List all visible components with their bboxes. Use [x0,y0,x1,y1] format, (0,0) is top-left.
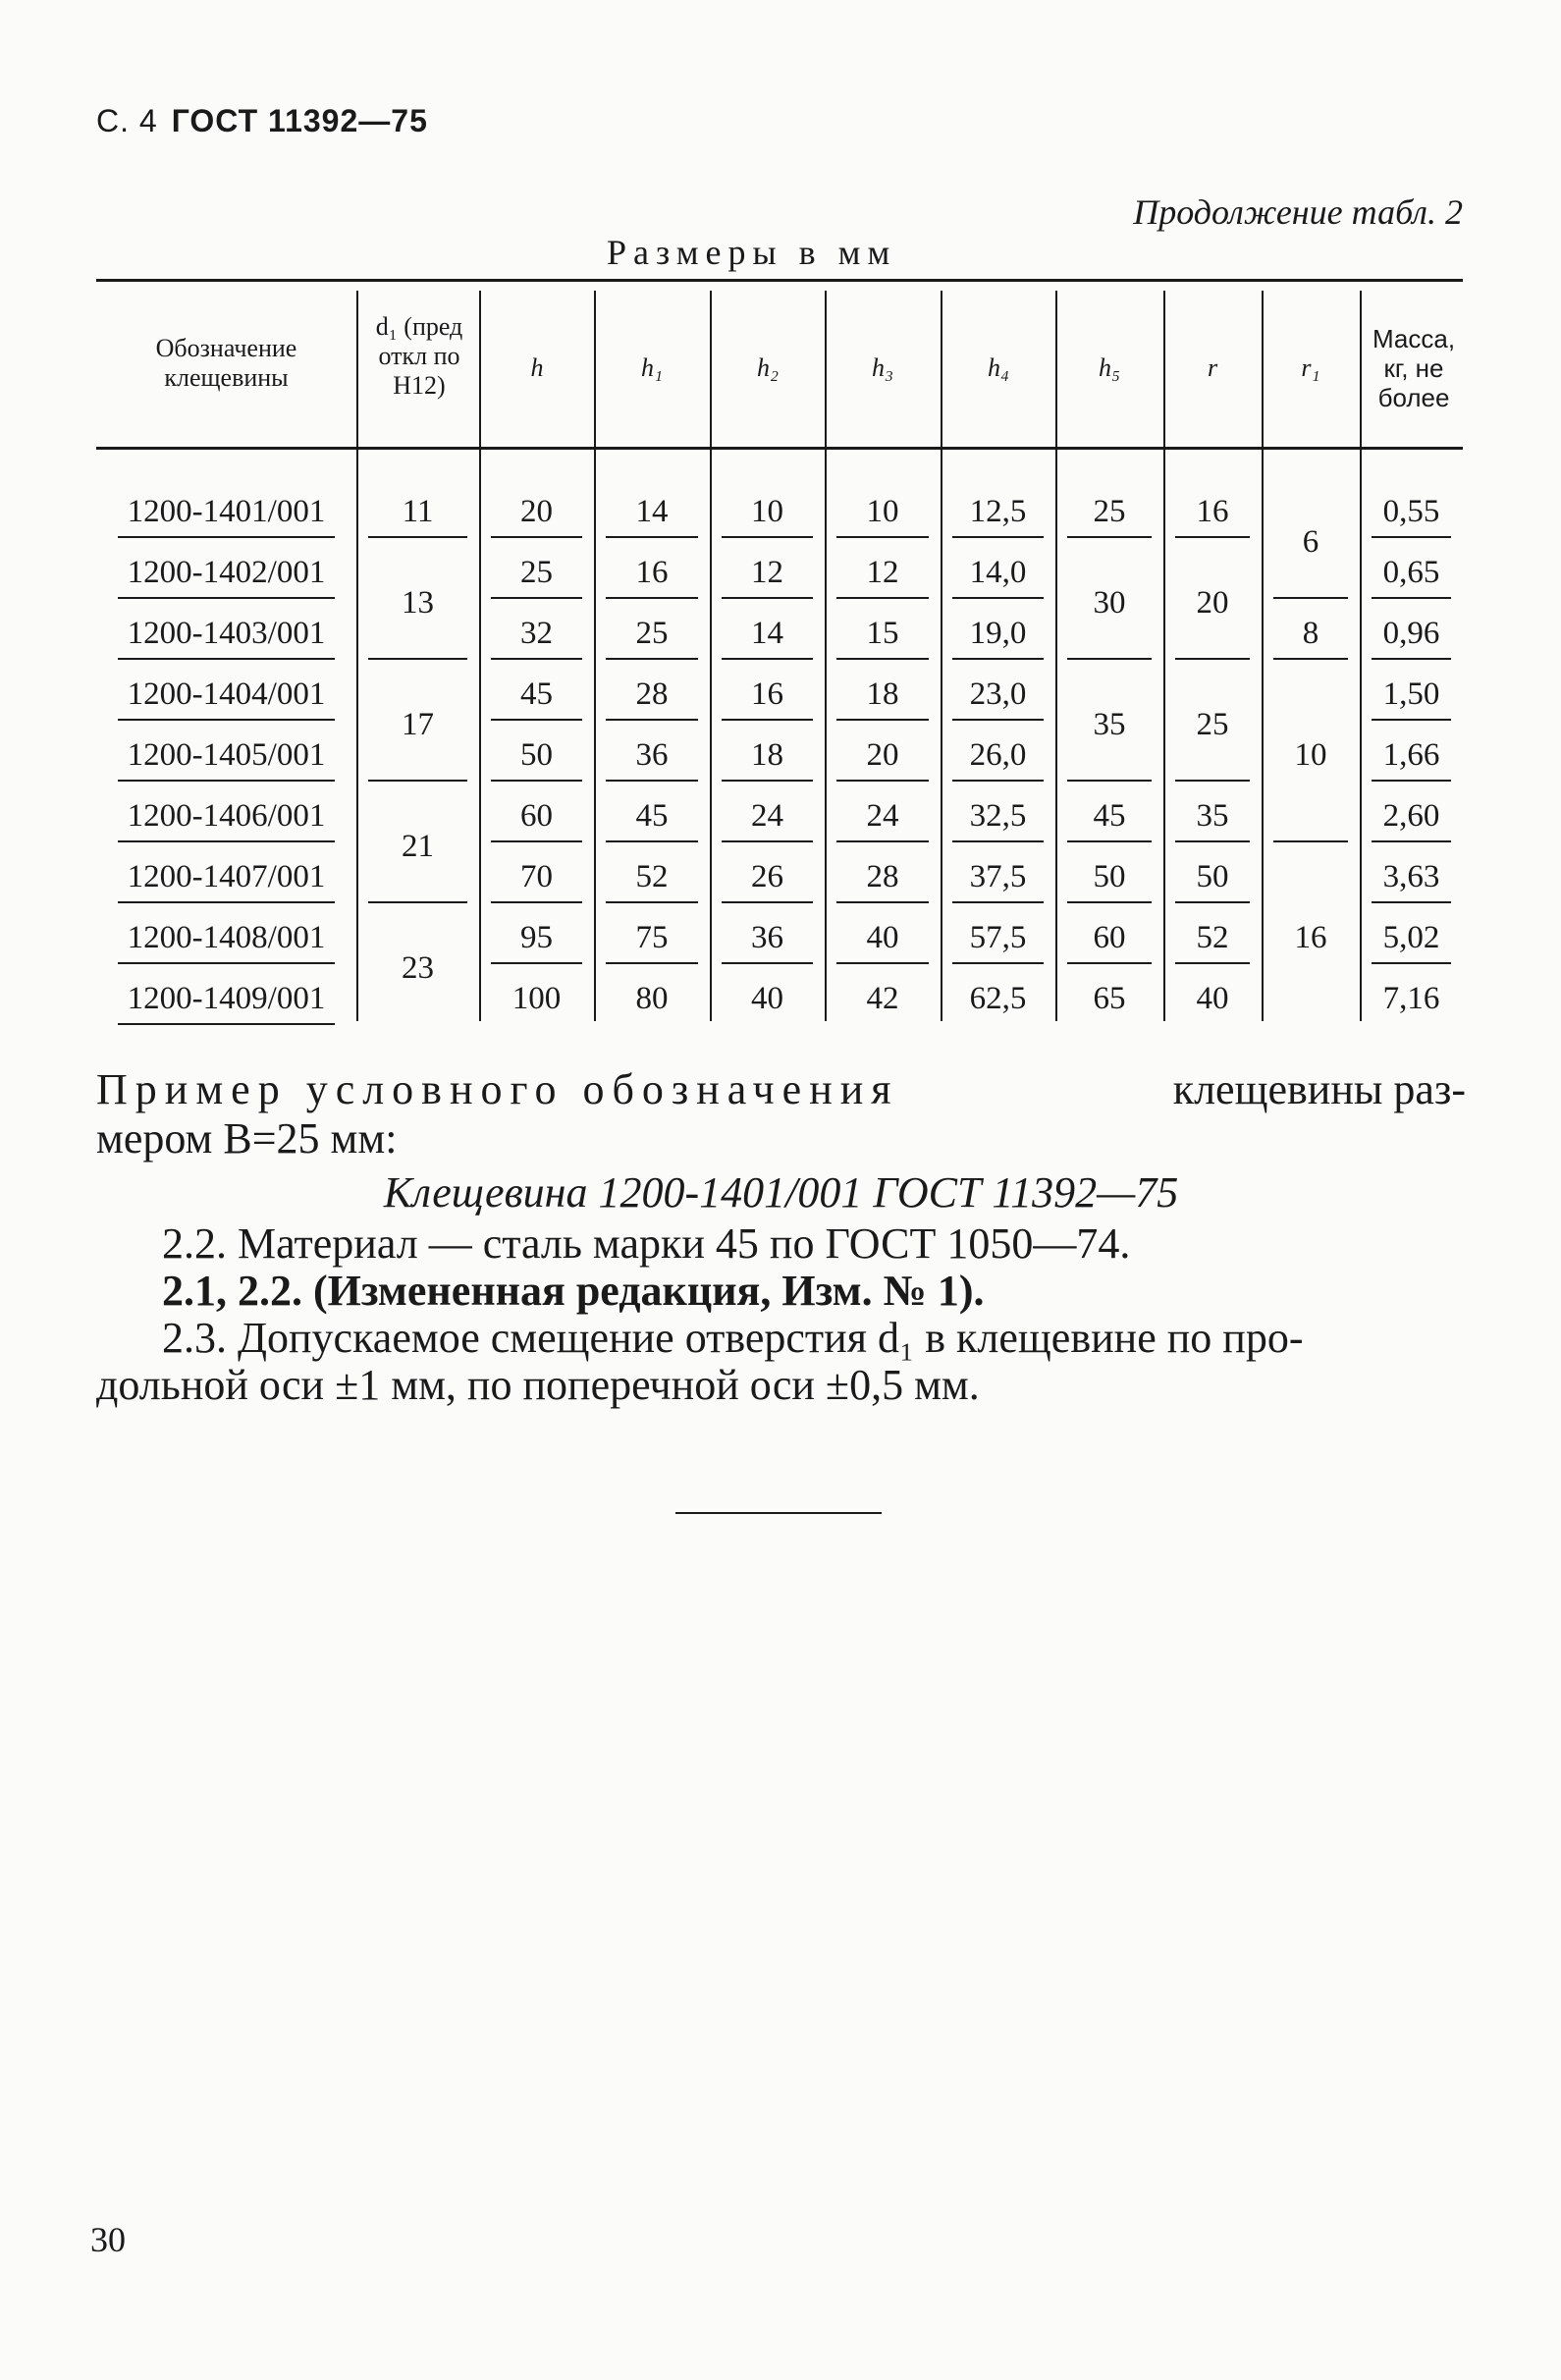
cell-r: 25 [1196,707,1229,742]
cell-h3: 28 [866,859,899,894]
cell-h1: 28 [635,676,669,712]
cell-h4: 62,5 [969,981,1027,1016]
cell-underline [722,536,813,538]
cell-r: 20 [1196,585,1229,621]
cell-h1: 75 [635,920,669,955]
designation-cell: 1200-1406/001 [127,798,326,834]
cell-underline [118,536,335,538]
page-header [96,103,428,139]
column-divider [356,291,358,1021]
cell-h4: 32,5 [969,798,1027,834]
cell-r1: 8 [1302,616,1319,651]
cell-h2: 24 [751,798,783,834]
designation-cell: 1200-1402/001 [127,555,326,590]
cell-r: 40 [1196,981,1229,1016]
cell-h3: 40 [866,920,899,955]
cell-h: 100 [511,981,562,1016]
cell-h: 45 [520,676,553,712]
cell-r1: 10 [1294,737,1327,773]
cell-h5: 60 [1093,920,1126,955]
cell-underline [1372,780,1451,782]
cell-underline [1067,840,1152,842]
col-head-h3: h₃ [871,353,894,382]
cell-underline [836,840,929,842]
cell-mass: 0,96 [1382,616,1440,651]
cell-underline [1175,901,1250,903]
cell-underline [1372,901,1451,903]
column-divider [1163,291,1165,1021]
end-rule [675,1512,882,1514]
cell-mass: 3,63 [1382,859,1440,894]
column-divider [1360,291,1362,1021]
cell-underline [368,536,467,538]
cell-h3: 15 [866,616,899,651]
cell-underline [722,780,813,782]
cell-h3: 24 [866,798,899,834]
cell-underline [722,901,813,903]
designation-cell: 1200-1403/001 [127,616,326,651]
cell-underline [1067,780,1152,782]
cell-underline [491,536,582,538]
cell-underline [368,658,467,660]
cell-underline [1372,658,1451,660]
cell-underline [1175,780,1250,782]
cell-underline [722,840,813,842]
cell-underline [491,658,582,660]
cell-underline [118,597,335,599]
standard-number: ГОСТ 11392—75 [171,103,428,138]
cell-h1: 14 [635,494,669,529]
table-top-rule [96,279,1463,282]
col-head-r1: r₁ [1301,353,1320,382]
cell-h5: 35 [1093,707,1126,742]
cell-h1: 16 [635,555,669,590]
cell-mass: 7,16 [1382,981,1440,1016]
cell-underline [606,658,698,660]
cell-underline [836,597,929,599]
cell-underline [952,840,1044,842]
cell-underline [1067,658,1152,660]
designation-cell: 1200-1407/001 [127,859,326,894]
cell-underline [722,658,813,660]
cell-underline [836,536,929,538]
cell-underline [836,658,929,660]
cell-underline [952,597,1044,599]
cell-h: 95 [520,920,553,955]
cell-h4: 14,0 [969,555,1027,590]
cell-underline [1372,840,1451,842]
cell-d1: 17 [402,707,434,742]
cell-h4: 57,5 [969,920,1027,955]
cell-h5: 25 [1093,494,1126,529]
clause-2-2: 2.2. Материал — сталь марки 45 по ГОСТ 1050—74. [162,1219,1131,1268]
cell-h4: 26,0 [969,737,1027,773]
col-head-h: h [530,353,544,382]
cell-underline [1372,719,1451,721]
cell-h: 25 [520,555,553,590]
cell-underline [118,962,335,964]
cell-underline [491,840,582,842]
cell-underline [1372,597,1451,599]
example-lead-end: клещевины раз- [1172,1065,1466,1113]
cell-mass: 5,02 [1382,920,1440,955]
cell-underline [606,962,698,964]
cell-underline [491,962,582,964]
col-head-h4: h₄ [987,353,1010,382]
cell-underline [1175,536,1250,538]
cell-mass: 0,65 [1382,555,1440,590]
cell-underline [1067,901,1152,903]
cell-h5: 45 [1093,798,1126,834]
cell-h: 70 [520,859,553,894]
cell-h5: 30 [1093,585,1126,621]
cell-underline [836,962,929,964]
cell-underline [491,901,582,903]
cell-r: 16 [1196,494,1229,529]
clause-2-3-line-2: дольной оси ±1 мм, по поперечной оси ±0,5 мм. [96,1361,980,1409]
cell-underline [368,780,467,782]
cell-h: 20 [520,494,553,529]
cell-underline [952,536,1044,538]
cell-underline [1273,597,1348,599]
col-head-r: r [1207,353,1218,382]
cell-h4: 37,5 [969,859,1027,894]
cell-h3: 42 [866,981,899,1016]
cell-r: 50 [1196,859,1229,894]
cell-h4: 23,0 [969,676,1027,712]
cell-h: 50 [520,737,553,773]
cell-underline [722,597,813,599]
example-line-2: мером B=25 мм: [96,1114,398,1163]
cell-underline [1067,536,1152,538]
cell-underline [118,780,335,782]
cell-underline [952,719,1044,721]
cell-underline [952,962,1044,964]
cell-h: 60 [520,798,553,834]
cell-underline [491,719,582,721]
cell-r1: 6 [1302,524,1319,560]
cell-underline [491,597,582,599]
table-header-rule [96,447,1463,450]
cell-underline [118,901,335,903]
col-head-h2: h₂ [756,353,780,382]
cell-h2: 36 [751,920,783,955]
cell-underline [1175,840,1250,842]
col-head-mass: Масса, кг, не более [1372,324,1456,412]
cell-underline [952,658,1044,660]
cell-h1: 52 [635,859,669,894]
cell-underline [952,780,1044,782]
cell-underline [606,780,698,782]
cell-h5: 50 [1093,859,1126,894]
cell-underline [836,780,929,782]
designation-cell: 1200-1404/001 [127,676,326,712]
clause-2-3-line-1: 2.3. Допускаемое смещение отверстия d₁ в клещевине по про- [162,1314,1304,1362]
cell-h1: 80 [635,981,669,1016]
cell-h1: 36 [635,737,669,773]
cell-underline [722,962,813,964]
cell-h5: 65 [1093,981,1126,1016]
amendment-note: 2.1, 2.2. (Измененная редакция, Изм. № 1). [162,1267,985,1315]
column-divider [1055,291,1057,1021]
cell-d1: 11 [402,494,434,529]
cell-underline [118,719,335,721]
column-divider [1262,291,1264,1021]
col-head-d1: d₁ (пред откл по H12) [375,312,463,400]
page-prefix: С. 4 [96,103,158,138]
cell-underline [1372,536,1451,538]
cell-mass: 2,60 [1382,798,1440,834]
cell-h2: 26 [751,859,783,894]
cell-h: 32 [520,616,553,651]
cell-underline [606,901,698,903]
page-number: 30 [90,2220,126,2259]
cell-h3: 20 [866,737,899,773]
column-divider [479,291,481,1021]
cell-underline [606,840,698,842]
cell-mass: 1,50 [1382,676,1440,712]
col-head-h1: h₁ [640,353,664,382]
cell-underline [118,1023,335,1025]
cell-h3: 18 [866,676,899,712]
example-line-1 [96,1065,1466,1114]
col-head-designation: Обозначение клещевины [155,334,297,392]
cell-underline [836,719,929,721]
cell-underline [606,597,698,599]
cell-h3: 12 [866,555,899,590]
units-caption: Размеры в мм [607,233,897,272]
cell-underline [118,658,335,660]
cell-underline [368,901,467,903]
cell-d1: 13 [402,585,434,621]
cell-h4: 12,5 [969,494,1027,529]
column-divider [941,291,942,1021]
cell-mass: 0,55 [1382,494,1440,529]
cell-underline [606,719,698,721]
cell-mass: 1,66 [1382,737,1440,773]
cell-r: 35 [1196,798,1229,834]
cell-r: 52 [1196,920,1229,955]
cell-underline [952,901,1044,903]
cell-h2: 14 [751,616,783,651]
cell-h2: 12 [751,555,783,590]
table-continuation: Продолжение табл. 2 [1133,192,1463,232]
cell-underline [1175,962,1250,964]
cell-underline [722,719,813,721]
cell-underline [1273,840,1348,842]
cell-h2: 16 [751,676,783,712]
designation-cell: 1200-1405/001 [127,737,326,773]
cell-underline [1372,962,1451,964]
designation-cell: 1200-1408/001 [127,920,326,955]
cell-h2: 10 [751,494,783,529]
cell-d1: 23 [402,950,434,986]
column-divider [594,291,596,1021]
example-lead: Пример условного обозначения [96,1065,899,1113]
column-divider [825,291,827,1021]
col-head-h5: h₅ [1098,353,1121,382]
cell-h1: 25 [635,616,669,651]
column-divider [710,291,712,1021]
cell-underline [836,901,929,903]
cell-h2: 40 [751,981,783,1016]
cell-underline [606,536,698,538]
cell-h3: 10 [866,494,899,529]
designation-cell: 1200-1409/001 [127,981,326,1016]
cell-h4: 19,0 [969,616,1027,651]
cell-underline [1067,962,1152,964]
designation-cell: 1200-1401/001 [127,494,326,529]
cell-underline [1273,658,1348,660]
cell-r1: 16 [1294,920,1327,955]
cell-d1: 21 [402,829,434,864]
example-designation: Клещевина 1200-1401/001 ГОСТ 11392—75 [383,1168,1179,1217]
cell-h2: 18 [751,737,783,773]
cell-underline [118,840,335,842]
cell-underline [491,780,582,782]
cell-underline [1175,658,1250,660]
cell-h1: 45 [635,798,669,834]
